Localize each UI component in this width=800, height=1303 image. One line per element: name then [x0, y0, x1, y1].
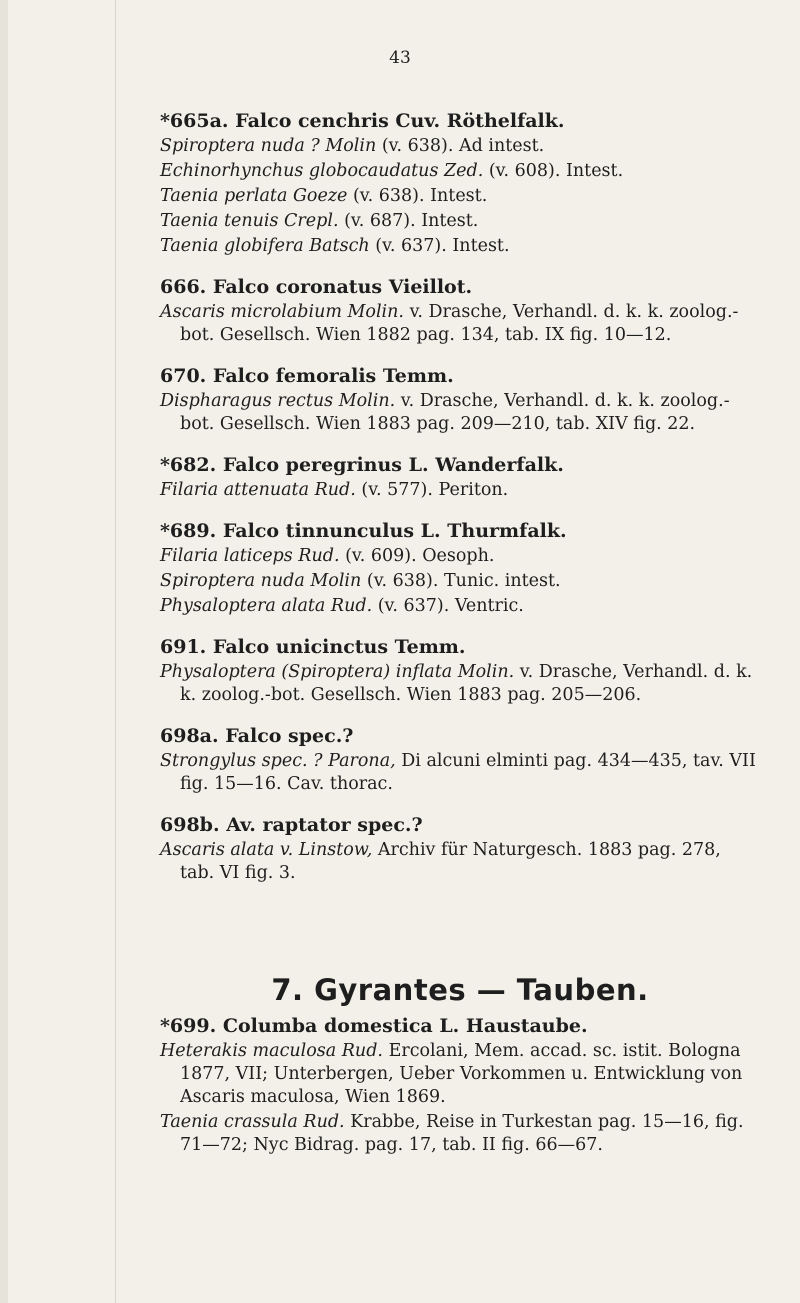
- host-number: 691.: [160, 636, 207, 658]
- parasite-reference: (v. 638). Intest.: [352, 186, 488, 206]
- host-number: *665a.: [160, 110, 229, 132]
- page-edge: [0, 0, 8, 1303]
- host-species-name: Falco unicinctus Temm.: [212, 636, 466, 658]
- host-entry: [160, 363, 760, 436]
- host-species-name: Av. raptator spec.?: [226, 814, 423, 836]
- host-heading: [160, 274, 760, 301]
- parasite-record: [160, 185, 760, 208]
- parasite-taxon: Heterakis maculosa Rud.: [160, 1041, 383, 1061]
- host-number: *699.: [160, 1015, 217, 1037]
- parasite-reference: (v. 638). Ad intest.: [381, 136, 545, 156]
- parasite-reference: Di alcuni elminti pag. 434—435, tav. VII fig. 15—16. Cav. thorac.: [180, 751, 756, 794]
- parasite-taxon: Physaloptera alata Rud.: [160, 596, 373, 616]
- host-common-name: Röthelfalk.: [446, 110, 565, 132]
- parasite-reference: (v. 608). Intest.: [488, 161, 624, 181]
- main-text: [160, 108, 760, 1173]
- host-entries: [160, 108, 760, 885]
- host-number: *682.: [160, 454, 217, 476]
- parasite-record: [160, 210, 760, 233]
- parasite-reference: (v. 638). Tunic. intest.: [366, 571, 561, 591]
- host-heading: [160, 812, 760, 839]
- page-number: 43: [389, 48, 411, 68]
- host-common-name: Thurmfalk.: [447, 520, 567, 542]
- host-common-name: Wanderfalk.: [435, 454, 564, 476]
- parasite-reference: v. Drasche, Verhandl. d. k. k. zoolog.-bot. Gesellsch. Wien 1882 pag. 134, tab. IX fig. 10—12.: [180, 302, 739, 345]
- host-species-name: Falco cenchris Cuv.: [235, 110, 441, 132]
- parasite-record: [160, 595, 760, 618]
- binding-shadow: [115, 0, 116, 1303]
- parasite-taxon: Physaloptera (Spiroptera) inflata Molin.: [160, 662, 515, 682]
- parasite-record: [160, 135, 760, 158]
- parasite-reference: Ercolani, Mem. accad. sc. istit. Bologna 1877, VII; Unterbergen, Ueber Vorkommen u. Entwicklung von Ascaris maculosa, Wien 1869.: [180, 1041, 743, 1107]
- host-species-name: Falco spec.?: [225, 725, 354, 747]
- parasite-taxon: Filaria attenuata Rud.: [160, 480, 356, 500]
- parasite-record: [160, 570, 760, 593]
- host-number: *689.: [160, 520, 217, 542]
- parasite-reference: (v. 687). Intest.: [344, 211, 479, 231]
- host-entry: [160, 518, 760, 618]
- parasite-taxon: Ascaris microlabium Molin.: [160, 302, 404, 322]
- parasite-taxon: Taenia tenuis Crepl.: [160, 211, 339, 231]
- host-heading: [160, 723, 760, 750]
- parasite-reference: v. Drasche, Verhandl. d. k. k. zoolog.-bot. Gesellsch. Wien 1883 pag. 205—206.: [180, 662, 753, 705]
- parasite-taxon: Spiroptera nuda ? Molin: [160, 136, 377, 156]
- parasite-record: [160, 390, 760, 436]
- parasite-record: [160, 160, 760, 183]
- parasite-record: [160, 301, 760, 347]
- host-number: 670.: [160, 365, 207, 387]
- host-species-name: Falco tinnunculus L.: [222, 520, 441, 542]
- parasite-taxon: Taenia perlata Goeze: [160, 186, 348, 206]
- parasite-taxon: Filaria laticeps Rud.: [160, 546, 340, 566]
- parasite-reference: (v. 609). Oesoph.: [345, 546, 495, 566]
- parasite-taxon: Dispharagus rectus Molin.: [160, 391, 396, 411]
- host-entry: [160, 723, 760, 796]
- host-heading: [160, 634, 760, 661]
- parasite-reference: Archiv für Naturgesch. 1883 pag. 278, tab. VI fig. 3.: [180, 840, 721, 883]
- parasite-taxon: Ascaris alata v. Linstow,: [160, 840, 373, 860]
- host-heading: [160, 363, 760, 390]
- host-species-name: Falco femoralis Temm.: [212, 365, 454, 387]
- parasite-taxon: Taenia crassula Rud.: [160, 1112, 345, 1132]
- host-species-name: Falco coronatus Vieillot.: [212, 276, 473, 298]
- parasite-record: [160, 661, 760, 707]
- host-species-name: Columba domestica L.: [222, 1015, 460, 1037]
- parasite-record: [160, 479, 760, 502]
- host-species-name: Falco peregrinus L.: [222, 454, 429, 476]
- host-heading: [160, 452, 760, 479]
- parasite-record: [160, 839, 760, 885]
- parasite-record: [160, 1040, 760, 1109]
- section-title: 7. Gyrantes — Tauben.: [271, 973, 649, 1007]
- host-common-name: Haustaube.: [465, 1015, 588, 1037]
- host-entry: [160, 634, 760, 707]
- parasite-taxon: Taenia globifera Batsch: [160, 236, 370, 256]
- parasite-reference: Krabbe, Reise in Turkestan pag. 15—16, fig. 71—72; Nyc Bidrag. pag. 17, tab. II fig. 66—67.: [180, 1112, 744, 1155]
- host-entry: [160, 108, 760, 258]
- parasite-record: [160, 750, 760, 796]
- parasite-record: [160, 545, 760, 568]
- host-entry: [160, 812, 760, 885]
- parasite-record: [160, 1111, 760, 1157]
- host-heading: [160, 1013, 760, 1040]
- parasite-taxon: Spiroptera nuda Molin: [160, 571, 362, 591]
- host-number: 698b.: [160, 814, 220, 836]
- parasite-reference: (v. 637). Ventric.: [377, 596, 524, 616]
- host-entry: [160, 1013, 760, 1157]
- parasite-taxon: Strongylus spec. ? Parona,: [160, 751, 396, 771]
- parasite-reference: v. Drasche, Verhandl. d. k. k. zoolog.-bot. Gesellsch. Wien 1883 pag. 209—210, tab. XIV fig. 22.: [180, 391, 730, 434]
- parasite-record: [160, 235, 760, 258]
- parasite-reference: (v. 637). Intest.: [375, 236, 510, 256]
- host-entry: [160, 452, 760, 502]
- parasite-taxon: Echinorhynchus globocaudatus Zed.: [160, 161, 484, 181]
- parasite-reference: (v. 577). Periton.: [361, 480, 509, 500]
- host-heading: [160, 108, 760, 135]
- host-number: 666.: [160, 276, 207, 298]
- section-entries: [160, 1013, 760, 1157]
- host-number: 698a.: [160, 725, 219, 747]
- host-heading: [160, 518, 760, 545]
- host-entry: [160, 274, 760, 347]
